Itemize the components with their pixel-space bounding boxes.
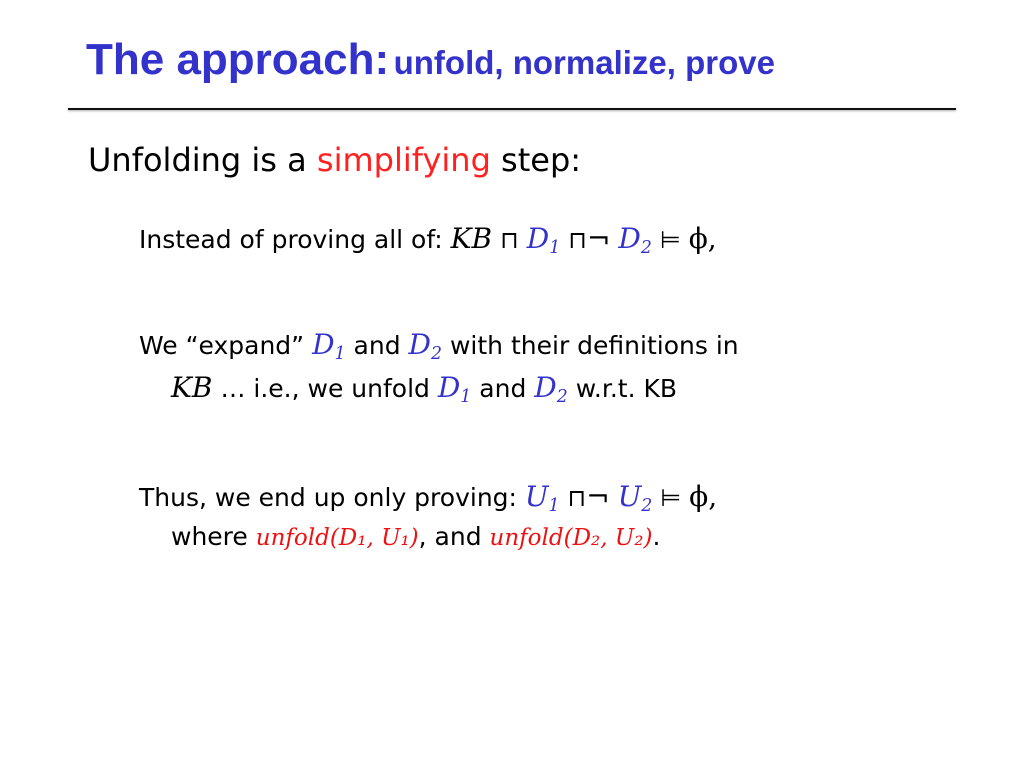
models-symbol: ⊨ (659, 226, 681, 254)
sqcap-symbol: ⊓ (567, 484, 587, 512)
heading-highlight: simplifying (316, 141, 491, 179)
bullet-2-line-1 (139, 323, 939, 366)
unfold-d1-u1: unfold(D₁, U₁) (255, 525, 419, 552)
section-heading (88, 141, 581, 179)
bullet-3-text: Thus, we end up only proving: (139, 483, 517, 512)
bullet-3 (139, 475, 939, 557)
bullet-2-ie: … i.e., we unfold (220, 374, 430, 404)
math-d1: $D_1$ (312, 328, 346, 365)
bullet-3-end: . (652, 522, 661, 552)
bullet-2-we: We “expand” (139, 331, 305, 360)
bullet-2-with: with their definitions in (449, 331, 739, 360)
math-d1: $D_1$ (526, 222, 561, 259)
math-d2: $D_2$ (618, 222, 652, 259)
neg-symbol: ¬ (586, 222, 611, 255)
neg-symbol: ¬ (586, 480, 610, 513)
math-d2: $D_2$ (408, 328, 443, 365)
title-divider (68, 108, 956, 110)
bullet-3-where: where (171, 522, 248, 552)
bullet-1-text: Instead of proving all of: (139, 225, 443, 254)
bullet-1 (139, 217, 939, 260)
title-main: The approach: (86, 35, 390, 84)
sqcap-symbol: ⊓ (568, 226, 587, 254)
math-u2: $U_2$ (617, 480, 653, 517)
bullet-2-and-2: and (479, 374, 527, 404)
bullet-3-line-1 (139, 475, 939, 518)
slide-title (86, 35, 775, 84)
unfold-d2-u2: unfold(D₂, U₂) (489, 525, 653, 552)
heading-pre: Unfolding is a (88, 141, 307, 179)
phi-symbol: ϕ, (689, 480, 718, 513)
math-kb: KB (171, 371, 213, 405)
math-d2: $D_2$ (534, 371, 568, 408)
bullet-3-and: , and (418, 522, 482, 552)
heading-post: step: (501, 141, 582, 179)
bullet-2-line-2 (139, 366, 939, 409)
bullet-2-and: and (353, 331, 401, 360)
sqcap-symbol: ⊓ (500, 226, 519, 254)
bullet-1-line (139, 217, 939, 260)
bullet-2 (139, 323, 939, 410)
bullet-3-line-2 (139, 518, 939, 557)
bullet-2-wrt: w.r.t. KB (575, 374, 678, 404)
title-subtitle: unfold, normalize, prove (393, 44, 775, 81)
phi-symbol: ϕ, (688, 222, 717, 255)
math-u1: $U_1$ (524, 480, 560, 517)
math-kb: KB (450, 222, 493, 255)
math-d1: $D_1$ (437, 371, 472, 408)
models-symbol: ⊨ (660, 484, 682, 512)
